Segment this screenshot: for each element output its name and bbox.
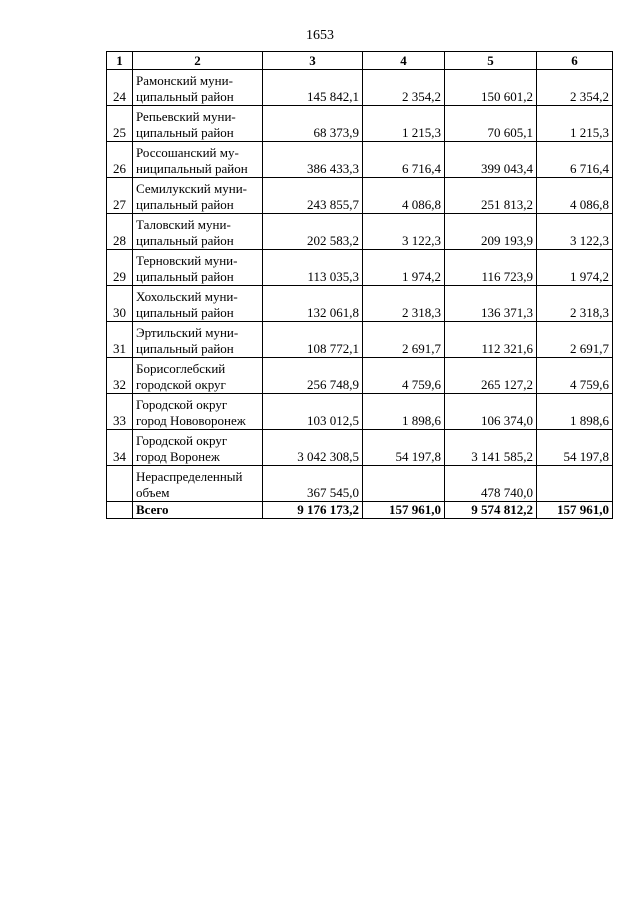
column-3-value: 367 545,0 — [263, 466, 363, 502]
column-5-value: 116 723,9 — [445, 250, 537, 286]
district-name-cell: Таловский муни- ципальный район — [133, 214, 263, 250]
table-row — [107, 286, 613, 322]
column-4-value: 2 354,2 — [363, 70, 445, 106]
district-name-cell: Рамонский муни- ципальный район — [133, 70, 263, 106]
column-header-2: 2 — [133, 52, 263, 70]
row-number-cell: 29 — [107, 250, 133, 286]
column-3-value: 256 748,9 — [263, 358, 363, 394]
table-row — [107, 430, 613, 466]
district-name-cell: Хохольский муни- ципальный район — [133, 286, 263, 322]
column-3-value: 202 583,2 — [263, 214, 363, 250]
table-row — [107, 142, 613, 178]
column-5-value: 70 605,1 — [445, 106, 537, 142]
column-4-value: 4 086,8 — [363, 178, 445, 214]
column-4-value: 1 974,2 — [363, 250, 445, 286]
column-4-value: 6 716,4 — [363, 142, 445, 178]
table-row — [107, 322, 613, 358]
column-3-value: 3 042 308,5 — [263, 430, 363, 466]
column-3-value: 113 035,3 — [263, 250, 363, 286]
column-6-value: 157 961,0 — [537, 502, 613, 519]
table-row — [107, 70, 613, 106]
column-6-value: 54 197,8 — [537, 430, 613, 466]
column-3-value: 68 373,9 — [263, 106, 363, 142]
column-header-3: 3 — [263, 52, 363, 70]
district-name-cell: Городской округ город Воронеж — [133, 430, 263, 466]
column-5-value: 3 141 585,2 — [445, 430, 537, 466]
column-5-value: 112 321,6 — [445, 322, 537, 358]
column-6-value: 1 898,6 — [537, 394, 613, 430]
column-4-value: 157 961,0 — [363, 502, 445, 519]
table-row — [107, 466, 613, 502]
district-name-cell: Нераспределенный объем — [133, 466, 263, 502]
row-number-cell — [107, 466, 133, 502]
table-body — [107, 70, 613, 519]
table-row — [107, 214, 613, 250]
column-6-value: 1 215,3 — [537, 106, 613, 142]
row-number-cell: 32 — [107, 358, 133, 394]
district-name-cell: Эртильский муни- ципальный район — [133, 322, 263, 358]
table-row — [107, 178, 613, 214]
column-4-value — [363, 466, 445, 502]
column-6-value — [537, 466, 613, 502]
column-6-value: 4 086,8 — [537, 178, 613, 214]
column-5-value: 251 813,2 — [445, 178, 537, 214]
column-3-value: 108 772,1 — [263, 322, 363, 358]
district-name-cell: Россошанский му- ниципальный район — [133, 142, 263, 178]
column-3-value: 243 855,7 — [263, 178, 363, 214]
row-number-cell: 28 — [107, 214, 133, 250]
column-6-value: 6 716,4 — [537, 142, 613, 178]
total-row — [107, 502, 613, 519]
column-5-value: 9 574 812,2 — [445, 502, 537, 519]
district-name-cell: Всего — [133, 502, 263, 519]
column-header-5: 5 — [445, 52, 537, 70]
district-name-cell: Репьевский муни- ципальный район — [133, 106, 263, 142]
page-number: 1653 — [306, 28, 334, 43]
row-number-cell: 33 — [107, 394, 133, 430]
column-6-value: 2 318,3 — [537, 286, 613, 322]
column-5-value: 209 193,9 — [445, 214, 537, 250]
district-name-cell: Городской округ город Нововоронеж — [133, 394, 263, 430]
column-header-6: 6 — [537, 52, 613, 70]
column-3-value: 386 433,3 — [263, 142, 363, 178]
row-number-cell: 27 — [107, 178, 133, 214]
column-4-value: 1 898,6 — [363, 394, 445, 430]
column-4-value: 4 759,6 — [363, 358, 445, 394]
table-header — [107, 52, 613, 70]
column-header-1: 1 — [107, 52, 133, 70]
column-3-value: 103 012,5 — [263, 394, 363, 430]
column-6-value: 1 974,2 — [537, 250, 613, 286]
column-3-value: 132 061,8 — [263, 286, 363, 322]
column-4-value: 2 318,3 — [363, 286, 445, 322]
budget-table — [106, 51, 613, 519]
column-5-value: 399 043,4 — [445, 142, 537, 178]
column-4-value: 54 197,8 — [363, 430, 445, 466]
column-6-value: 2 691,7 — [537, 322, 613, 358]
column-4-value: 3 122,3 — [363, 214, 445, 250]
district-name-cell: Семилукский муни- ципальный район — [133, 178, 263, 214]
column-5-value: 478 740,0 — [445, 466, 537, 502]
row-number-cell: 30 — [107, 286, 133, 322]
column-3-value: 145 842,1 — [263, 70, 363, 106]
district-name-cell: Борисоглебский городской округ — [133, 358, 263, 394]
row-number-cell: 31 — [107, 322, 133, 358]
row-number-cell: 24 — [107, 70, 133, 106]
row-number-cell: 34 — [107, 430, 133, 466]
column-5-value: 136 371,3 — [445, 286, 537, 322]
row-number-cell — [107, 502, 133, 519]
table-row — [107, 358, 613, 394]
column-3-value: 9 176 173,2 — [263, 502, 363, 519]
row-number-cell: 25 — [107, 106, 133, 142]
column-4-value: 1 215,3 — [363, 106, 445, 142]
column-5-value: 106 374,0 — [445, 394, 537, 430]
column-6-value: 4 759,6 — [537, 358, 613, 394]
column-5-value: 150 601,2 — [445, 70, 537, 106]
district-name-cell: Терновский муни- ципальный район — [133, 250, 263, 286]
table-row — [107, 250, 613, 286]
column-4-value: 2 691,7 — [363, 322, 445, 358]
column-5-value: 265 127,2 — [445, 358, 537, 394]
column-6-value: 3 122,3 — [537, 214, 613, 250]
table-row — [107, 106, 613, 142]
table-row — [107, 394, 613, 430]
row-number-cell: 26 — [107, 142, 133, 178]
column-6-value: 2 354,2 — [537, 70, 613, 106]
header-row — [107, 52, 613, 70]
column-header-4: 4 — [363, 52, 445, 70]
